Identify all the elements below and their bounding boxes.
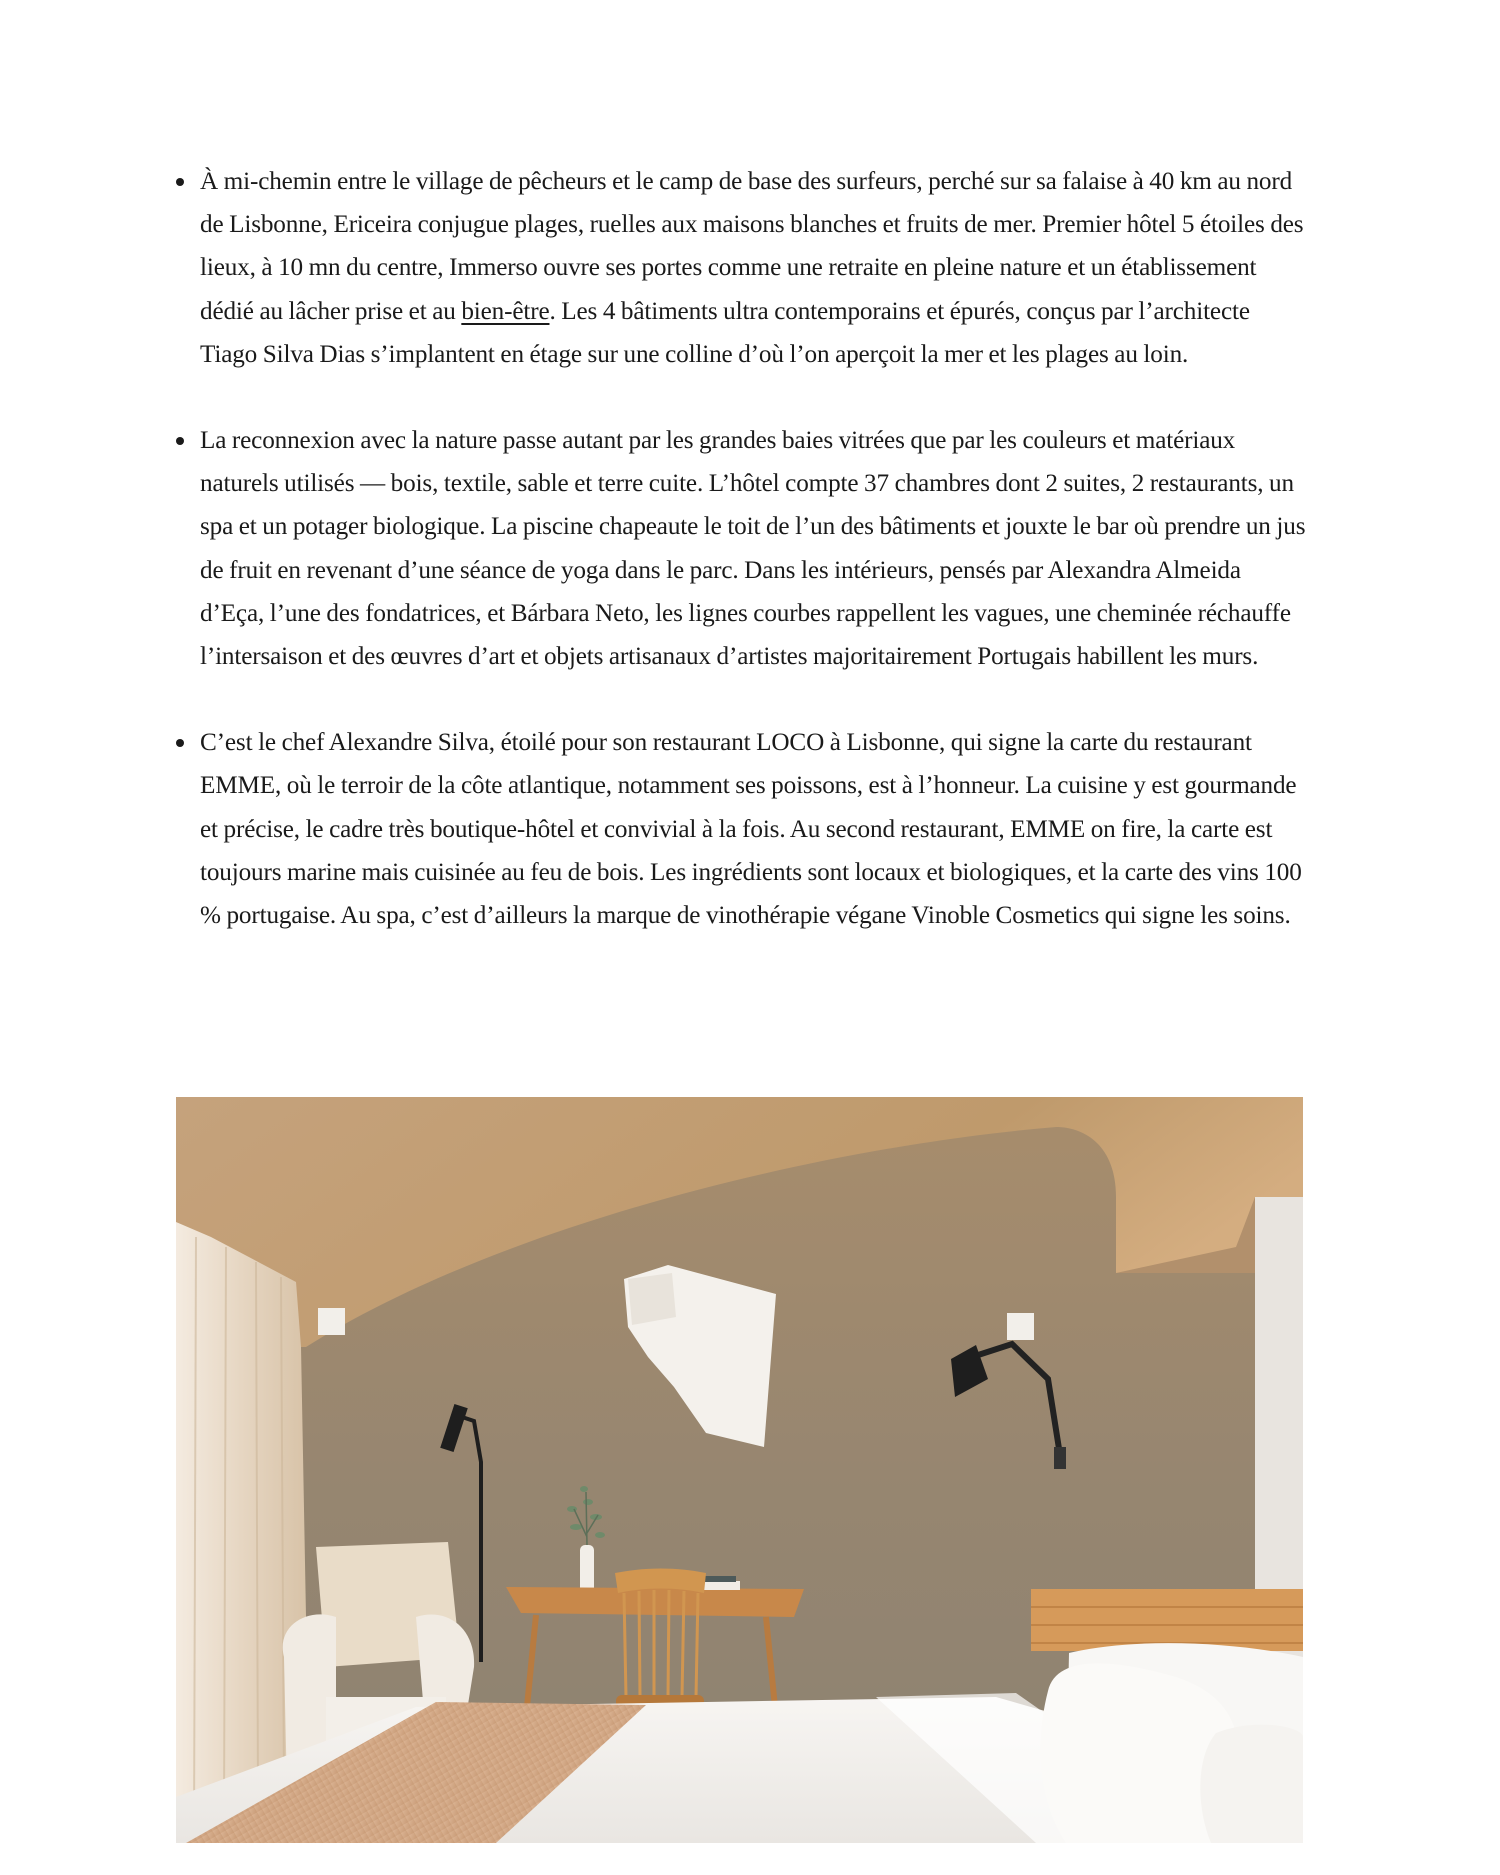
bullet-text: La reconnexion avec la nature passe autant par les grandes baies vitrées que par les couleurs et matériaux naturels utilisés — bois, textile, sable et terre cuite. L’hôtel compte 37 chambres dont 2 suites, 2 restaurants, un spa et un potager biologique. La piscine chapeaute le toit de l’un des bâtiments et jouxte le bar où prendre un jus de fruit en revenant d’une séance de yoga dans le parc. Dans les intérieurs, pensés par Alexandra Almeida d’Eça, l’une des fondatrices, et Bárbara Neto, les lignes courbes rappellent les vagues, une cheminée réchauffe l’intersaison et des œuvres d’art et objets artisanaux d’artistes majoritairement Portugais habillent les murs. (200, 427, 1306, 671)
wooden-headboard (1031, 1589, 1303, 1651)
bullet-icon (176, 739, 184, 747)
bullet-text: C’est le chef Alexandre Silva, étoilé pour son restaurant LOCO à Lisbonne, qui signe la carte du restaurant EMME, où le terroir de la côte atlantique, notamment ses poissons, est à l’honneur. La cuisine y est gourmande et précise, le cadre très boutique-hôtel et convivial à la fois. Au second restaurant, EMME on fire, la carte est toujours marine mais cuisinée au feu de bois. Les ingrédients sont locaux et biologiques, et la carte des vins 100 % portugaise. Au spa, c’est d’ailleurs la marque de vinothérapie végane Vinoble Cosmetics qui signe les soins. (200, 729, 1302, 930)
bullet-text-continued: . Les 4 bâtiments ultra contemporains et épurés, conçus par l’architecte Tiago Silva Dias s’implantent en étage sur une colline d’où l’on aperçoit la mer et les plages au loin. (200, 297, 1250, 368)
bullet-item-nature (176, 419, 1306, 678)
bullet-item-location (176, 160, 1306, 376)
wall-sconce-left (318, 1308, 345, 1335)
bullet-text: À mi-chemin entre le village de pêcheurs et le camp de base des surfeurs, perché sur sa falaise à 40 km au nord de Lisbonne, Ericeira conjugue plages, ruelles aux maisons blanches et fruits de mer. Premier hôtel 5 étoiles des lieux, à 10 mn du centre, Immerso ouvre ses portes comme une retraite en pleine nature et un établissement dédié au lâcher prise et au (200, 168, 1304, 325)
article-body (176, 160, 1306, 937)
bullet-item-restaurants (176, 721, 1306, 937)
bullet-icon (176, 178, 184, 186)
pillow-right (1200, 1725, 1303, 1843)
bullet-icon (176, 437, 184, 445)
photo-illustration (176, 1097, 1303, 1843)
bullet-list (176, 160, 1306, 937)
hotel-room-photo (176, 1097, 1303, 1843)
bien-etre-link[interactable]: bien-être (461, 297, 550, 325)
wall-sconce-right (1007, 1313, 1034, 1340)
